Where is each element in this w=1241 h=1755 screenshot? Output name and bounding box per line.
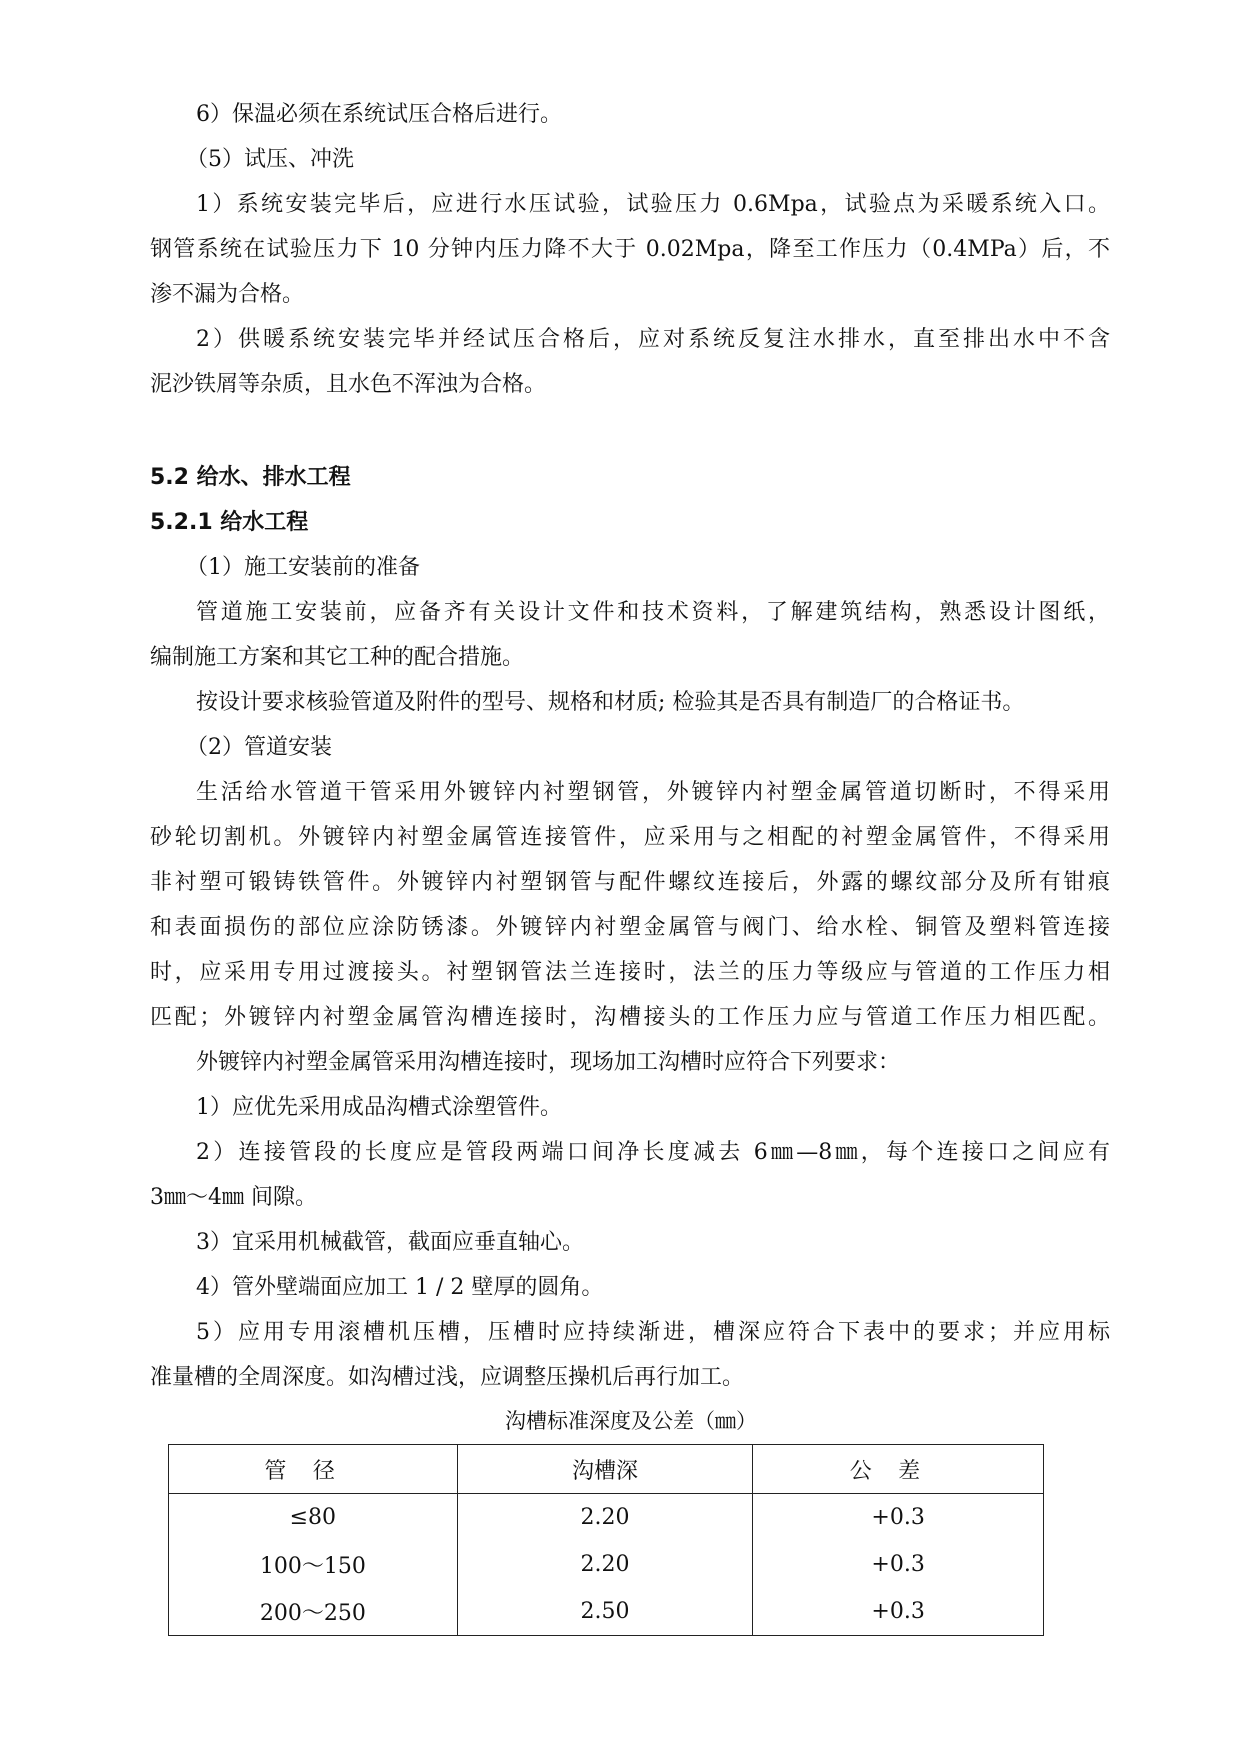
paragraph-line: 泥沙铁屑等杂质，且水色不浑浊为合格。: [150, 372, 547, 397]
paragraph-line: 外镀锌内衬塑金属管采用沟槽连接时，现场加工沟槽时应符合下列要求：: [196, 1050, 901, 1075]
paragraph-line: 编制施工方案和其它工种的配合措施。: [150, 645, 525, 670]
cell-tolerance: +0.3: [753, 1541, 1044, 1588]
paragraph-line: 准量槽的全周深度。如沟槽过浅，应调整压操机后再行加工。: [150, 1365, 745, 1390]
cell-pipe-diameter: ≤80: [169, 1494, 458, 1542]
paragraph-line: 1）应优先采用成品沟槽式涂塑管件。: [196, 1095, 562, 1120]
paragraph-line: 按设计要求核验管道及附件的型号、规格和材质; 检验其是否具有制造厂的合格证书。: [196, 690, 1025, 715]
cell-groove-depth: 2.50: [457, 1588, 753, 1636]
header-tolerance: 公差: [753, 1445, 1044, 1494]
cell-groove-depth: 2.20: [457, 1541, 753, 1588]
paragraph-line: 5）应用专用滚槽机压槽，压槽时应持续渐进，槽深应符合下表中的要求；并应用标: [196, 1320, 1110, 1345]
paragraph-line: 2）连接管段的长度应是管段两端口间净长度减去 6㎜—8㎜，每个连接口之间应有: [196, 1140, 1110, 1165]
cell-tolerance: +0.3: [753, 1494, 1044, 1542]
paragraph-line: 1）系统安装完毕后，应进行水压试验，试验压力 0.6Mpa，试验点为采暖系统入口。: [196, 192, 1110, 217]
groove-depth-table: [168, 1444, 1044, 1636]
cell-pipe-diameter: 200～250: [169, 1588, 458, 1636]
paragraph-line: 和表面损伤的部位应涂防锈漆。外镀锌内衬塑金属管与阀门、给水栓、铜管及塑料管连接: [150, 915, 1110, 940]
paragraph-line: 生活给水管道干管采用外镀锌内衬塑钢管，外镀锌内衬塑金属管道切断时，不得采用: [196, 780, 1110, 805]
paragraph-line: 匹配；外镀锌内衬塑金属管沟槽连接时，沟槽接头的工作压力应与管道工作压力相匹配。: [150, 1005, 1110, 1030]
cell-tolerance: +0.3: [753, 1588, 1044, 1636]
subheading-pipe-installation: （2）管道安装: [186, 735, 332, 760]
paragraph-line: 钢管系统在试验压力下 10 分钟内压力降不大于 0.02Mpa，降至工作压力（0.4MPa）后，不: [150, 237, 1110, 262]
paragraph-line: 渗不漏为合格。: [150, 282, 305, 307]
subheading-preparation: （1）施工安装前的准备: [186, 555, 420, 580]
table-caption: 沟槽标准深度及公差（㎜）: [505, 1409, 757, 1433]
table-row: [169, 1494, 1044, 1542]
paragraph-line: 4）管外壁端面应加工 1 / 2 壁厚的圆角。: [196, 1275, 604, 1300]
paragraph-line: 3）宜采用机械截管，截面应垂直轴心。: [196, 1230, 584, 1255]
section-heading-5-2-1: 5.2.1 给水工程: [150, 510, 309, 535]
header-pipe-diameter: 管径: [169, 1445, 458, 1494]
table-row: [169, 1541, 1044, 1588]
paragraph-line: 时，应采用专用过渡接头。衬塑钢管法兰连接时，法兰的压力等级应与管道的工作压力相: [150, 960, 1110, 985]
table-row: [169, 1588, 1044, 1636]
section-heading-5-2: 5.2 给水、排水工程: [150, 465, 351, 490]
table-header-row: [169, 1445, 1044, 1494]
paragraph-line: 砂轮切割机。外镀锌内衬塑金属管连接管件，应采用与之相配的衬塑金属管件，不得采用: [150, 825, 1110, 850]
cell-pipe-diameter: 100～150: [169, 1541, 458, 1588]
paragraph-line: 非衬塑可锻铸铁管件。外镀锌内衬塑钢管与配件螺纹连接后，外露的螺纹部分及所有钳痕: [150, 870, 1110, 895]
paragraph-line: 管道施工安装前，应备齐有关设计文件和技术资料，了解建筑结构，熟悉设计图纸，: [196, 600, 1110, 625]
cell-groove-depth: 2.20: [457, 1494, 753, 1542]
header-groove-depth: 沟槽深: [457, 1445, 753, 1494]
paragraph-insulation: 6）保温必须在系统试压合格后进行。: [196, 102, 562, 127]
subheading-pressure-test: （5）试压、冲洗: [186, 147, 354, 172]
paragraph-line: 2）供暖系统安装完毕并经试压合格后，应对系统反复注水排水，直至排出水中不含: [196, 327, 1110, 352]
paragraph-line: 3㎜～4㎜ 间隙。: [150, 1185, 317, 1210]
